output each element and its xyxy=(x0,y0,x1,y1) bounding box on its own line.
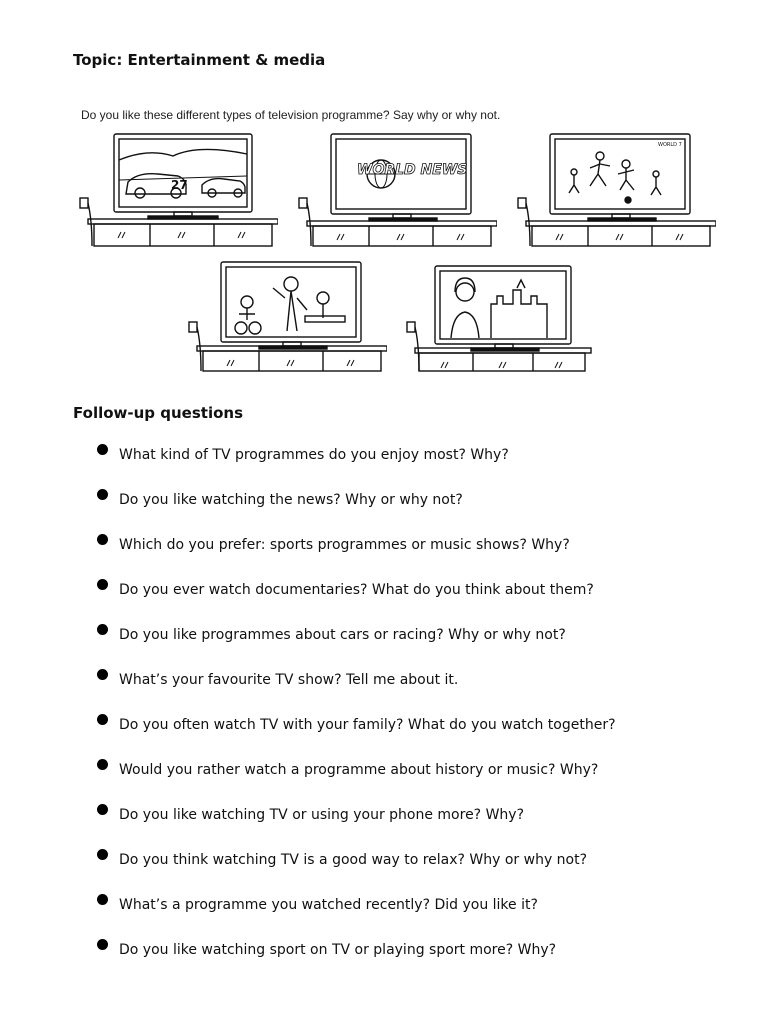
question-text: Do you like watching TV or using your phone more? Why? xyxy=(119,807,524,823)
question-item xyxy=(0,708,768,753)
question-text: Do you think watching TV is a good way to relax? Why or why not? xyxy=(119,852,588,868)
bullet-icon xyxy=(97,894,108,905)
tv-car-racing-illustration xyxy=(78,130,278,248)
bullet-icon xyxy=(97,759,108,770)
question-item xyxy=(0,663,768,708)
question-item xyxy=(0,483,768,528)
question-text: What’s your favourite TV show? Tell me about it. xyxy=(119,672,459,688)
bullet-icon xyxy=(97,624,108,635)
tv-news-illustration xyxy=(297,130,497,248)
tv2-screen-text: WORLD NEWS xyxy=(357,162,468,178)
instruction-text: Do you like these different types of television programme? Say why or why not. xyxy=(81,108,501,122)
question-item xyxy=(0,618,768,663)
bullet-icon xyxy=(97,939,108,950)
question-text: Which do you prefer: sports programmes or music shows? Why? xyxy=(119,537,570,553)
tv3-screen-text: WORLD 7 xyxy=(658,142,682,148)
page-title: Topic: Entertainment & media xyxy=(73,51,326,69)
question-text: Would you rather watch a programme about history or music? Why? xyxy=(119,762,599,778)
question-text: What’s a programme you watched recently? Did you like it? xyxy=(119,897,538,913)
tv-football-illustration xyxy=(516,130,716,248)
question-text: Do you like watching sport on TV or playing sport more? Why? xyxy=(119,942,557,958)
followup-title: Follow-up questions xyxy=(73,404,243,422)
question-text: Do you ever watch documentaries? What do you think about them? xyxy=(119,582,594,598)
question-text: Do you like watching the news? Why or why not? xyxy=(119,492,463,508)
bullet-icon xyxy=(97,444,108,455)
question-item xyxy=(0,438,768,483)
question-item xyxy=(0,843,768,888)
bullet-icon xyxy=(97,849,108,860)
bullet-icon xyxy=(97,714,108,725)
question-list xyxy=(0,438,768,978)
question-item xyxy=(0,753,768,798)
bullet-icon xyxy=(97,579,108,590)
question-text: Do you often watch TV with your family? What do you watch together? xyxy=(119,717,616,733)
question-item xyxy=(0,888,768,933)
bullet-icon xyxy=(97,534,108,545)
tv-music-illustration xyxy=(187,258,387,372)
question-item xyxy=(0,573,768,618)
question-text: Do you like programmes about cars or racing? Why or why not? xyxy=(119,627,566,643)
tv1-screen-text: 27 xyxy=(171,178,188,192)
question-item xyxy=(0,933,768,978)
tv-history-illustration xyxy=(405,262,605,372)
question-item xyxy=(0,798,768,843)
bullet-icon xyxy=(97,669,108,680)
bullet-icon xyxy=(97,804,108,815)
question-text: What kind of TV programmes do you enjoy most? Why? xyxy=(119,447,509,463)
question-item xyxy=(0,528,768,573)
bullet-icon xyxy=(97,489,108,500)
